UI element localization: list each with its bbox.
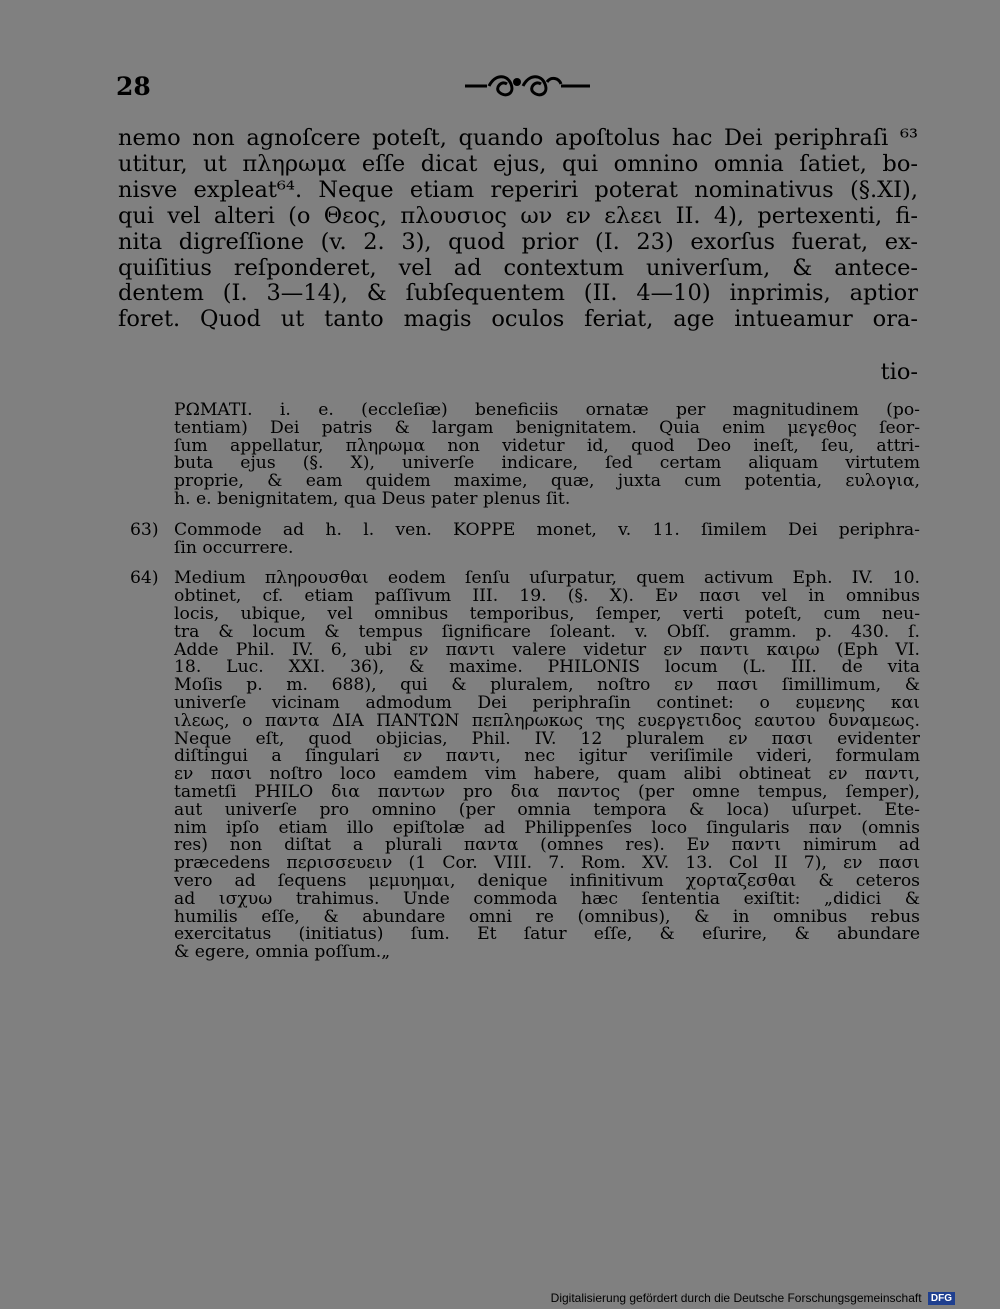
footnote-line: Medium πληρουσθαι eodem ſenſu uſurpatur, quem activum Eph. IV. 10.: [174, 568, 920, 589]
footnote-line: Moſis p. m. 688), qui & pluralem, noſtro εν πασι ſimillimum, &: [174, 675, 920, 696]
digitization-footer: [551, 1291, 955, 1305]
footnotes: [130, 402, 920, 975]
footnote-line: exercitatus (initiatus) ſum. Et ſatur eſſe, & eſurire, & abundare: [174, 924, 920, 945]
footnote-line: Commode ad h. l. ven. KOPPE monet, v. 11. ſimilem Dei periphra-: [174, 519, 920, 540]
main-text-block: [118, 126, 918, 333]
main-text-line: nisve expleat⁶⁴. Neque etiam reperiri poterat nominativus (§.XI),: [118, 176, 918, 203]
footnote-line: ad ισχυω trahimus. Unde commoda hæc ſententia exiſtit: „didici &: [174, 888, 920, 909]
footnote-line: ſin occurrere.: [174, 537, 294, 558]
footnote-64: [130, 570, 920, 962]
footnote-line: humilis eſſe, & abundare omni re (omnibus), & in omnibus rebus: [174, 906, 920, 927]
footnote-line: & egere, omnia poſſum.„: [174, 942, 391, 963]
footnote-line: res) non diſtat a plurali παντα (omnes res). Εν παντι nimirum ad: [174, 835, 920, 856]
footnote-line: tra & locum & tempus ſignificare ſoleant. v. Obſſ. gramm. p. 430. ſ.: [174, 621, 920, 642]
footnote-line: tametſi PHILO δια παντων pro δια παντος (per omne tempus, ſemper),: [174, 781, 920, 802]
footnote-line: præcedens περισσευειν (1 Cor. VIII. 7. Rom. XV. 13. Col II 7), εν πασι: [174, 853, 920, 874]
page-number: 28: [116, 72, 151, 101]
dfg-logo-icon: DFG: [928, 1292, 955, 1305]
footnote-line: PΩMATI. i. e. (eccleſiæ) beneficiis ornatæ per magnitudinem (po-: [174, 400, 920, 420]
footnote-63: [130, 519, 920, 558]
ornament-divider: [465, 70, 590, 102]
footnote-line: obtinet, cf. etiam paſſivum III. 19. (§. X). Εν πασι vel in omnibus: [174, 586, 920, 607]
footnote-line: h. e. benignitatem, qua Deus pater plenus ſit.: [174, 488, 571, 509]
footnote-line: proprie, & eam quidem maxime, quæ, juxta cum potentia, ευλογια,: [174, 471, 920, 492]
main-text-line: foret. Quod ut tanto magis oculos feriat, age intueamur ora-: [118, 306, 918, 333]
footnote-line: aut univerſe pro omnino (per omnia tempora & loca) uſurpet. Ete-: [174, 799, 920, 820]
main-text-line: utitur, ut πληρωμα eſſe dicat ejus, qui omnino omnia ſatiet, bo-: [118, 150, 918, 177]
footnote-continuation: [130, 402, 920, 509]
footnote-line: ſum appellatur, πληρωμα non videtur id, quod Deo ineſt, ſeu, attri-: [174, 435, 920, 456]
catchword: tio-: [880, 359, 918, 385]
main-text-line: qui vel alteri (ο Θεος, πλουσιος ων εν ελεει II. 4), pertexenti, fi-: [118, 202, 918, 229]
footnote-line: 18. Luc. XXI. 36), & maxime. PHILONIS locum (L. III. de vita: [174, 657, 920, 678]
footnote-line: buta ejus (§. X), univerſe indicare, ſed certam aliquam virtutem: [174, 453, 920, 474]
footnote-line: diſtingui a ſingulari εν παντι, nec igitur veriſimile videri, formulam: [174, 746, 920, 767]
footnote-number: 63): [130, 519, 159, 540]
main-text-line: nita digreſſione (v. 2. 3), quod prior (I. 23) exorſus fuerat, ex-: [118, 228, 918, 255]
footnote-line: locis, ubique, vel omnibus temporibus, ſemper, verti poteſt, cum neu-: [174, 603, 920, 624]
footnote-line: εν πασι noſtro loco eamdem vim habere, quam alibi obtineat εν παντι,: [174, 764, 920, 785]
main-text-line: quiſitius reſponderet, vel ad contextum univerſum, & antece-: [118, 254, 918, 281]
footnote-line: vero ad ſequens μεμυημαι, denique infinitivum χορταζεσθαι & ceteros: [174, 870, 920, 891]
footnote-line: ιλεως, ο παντα ΔΙΑ ΠΑΝΤΩΝ πεπληρωκως της ευεργετιδος εαυτου δυναμεως.: [174, 710, 920, 731]
footnote-line: nim ipſo etiam illo epiſtolæ ad Philippenſes loco ſingularis παν (omnis: [174, 817, 920, 838]
footnote-line: tentiam) Dei patris & largam benignitatem. Quia enim μεγεθος ſeor-: [174, 417, 920, 438]
footer-text: Digitalisierung gefördert durch die Deutsche Forschungsgemeinschaft: [550, 1290, 922, 1305]
footnote-line: Adde Phil. IV. 6, ubi εν παντι valere videtur εν παντι καιρω (Eph VI.: [174, 639, 920, 660]
main-text-line: dentem (I. 3—14), & ſubſequentem (II. 4—10) inprimis, aptior: [118, 280, 918, 307]
footnote-line: Neque eſt, quod objicias, Phil. IV. 12 pluralem εν πασι evidenter: [174, 728, 920, 749]
footnote-line: univerſe vicinam admodum Dei periphraſin continet: ο ευμενης και: [174, 692, 920, 713]
footnote-number: 64): [130, 568, 159, 589]
main-text-line: nemo non agnoſcere poteſt, quando apoſtolus hac Dei periphraſi ⁶³: [118, 125, 918, 151]
